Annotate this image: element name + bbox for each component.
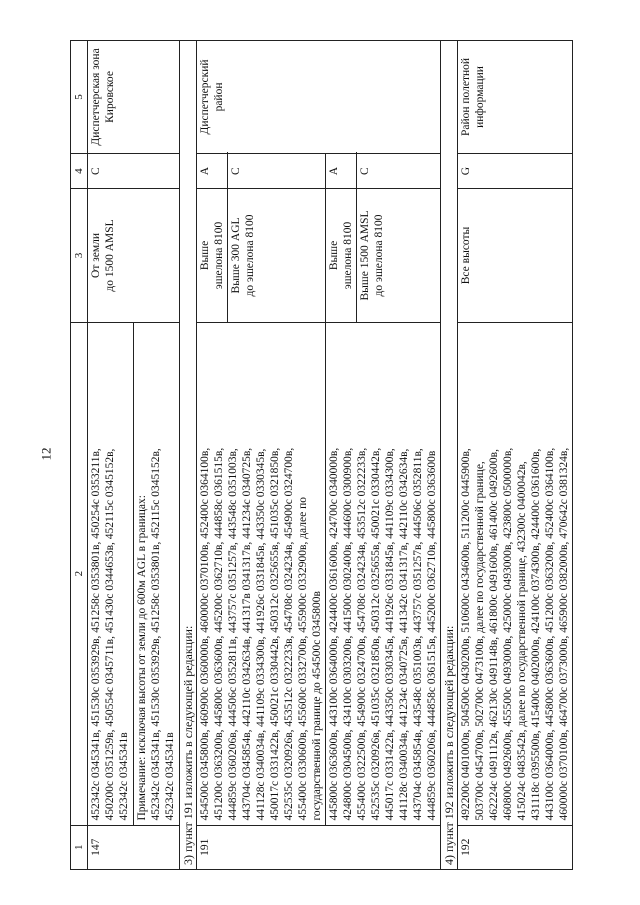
coord-line: 444859с 0360206в, 444858с 0361515в, 445200с 0362710в, 445800с 0363600в bbox=[426, 450, 438, 821]
section-text: 4) пункт 192 изложить в следующей редакции: bbox=[441, 41, 458, 870]
coord-line: 443100с 0364000в, 445800с 0363600в, 451200с 0363200в, 452400с 0364100в, bbox=[544, 447, 556, 821]
row-number: 191 bbox=[197, 825, 441, 869]
coord-line: 492200с 0401000в, 504500с 0430200в, 510600с 0434600в, 511200с 0445900в, bbox=[460, 448, 472, 821]
coord-line: 503700с 0454700в, 502700с 0473100в, далее по государственной границе, bbox=[474, 461, 486, 821]
zone-line: Район полетной bbox=[460, 57, 472, 137]
class-upper: A bbox=[199, 166, 211, 176]
note-line: Примечание: исключая высоты от земли до 600м AGL в границах: bbox=[136, 495, 148, 821]
section-heading-191 bbox=[180, 41, 197, 870]
coord-line: 452535с 0320926в, 453512с 0322233в, 454708с 0324234в, 454900с 0324700в, bbox=[283, 447, 295, 821]
class-cell bbox=[197, 153, 326, 188]
zone-line: информации bbox=[474, 66, 486, 128]
coord-line: 443704с 0345854в, 443548с 0351003в, 443757с 0351257в, 444506с 0352811в, bbox=[412, 448, 424, 821]
zone-cell: Диспетчерский район bbox=[197, 41, 441, 154]
height-sub-upper bbox=[197, 189, 227, 321]
coord-line: 452535с 0320926в, 451035с 0321850в, 450312с 0325655в, 450021с 0330442в, bbox=[370, 447, 382, 821]
height-cell bbox=[88, 189, 180, 322]
class-upper: A bbox=[328, 166, 340, 176]
class-cell bbox=[326, 153, 441, 188]
note-line: 452342с 0345341в, 451530с 0353929в, 451258с 0353801в, 452115с 0345152в, bbox=[150, 448, 162, 821]
zone-cell bbox=[458, 41, 573, 154]
height-line: до эшелона 8100 bbox=[373, 214, 385, 297]
row-number: 147 bbox=[88, 825, 180, 869]
col-header-1: 1 bbox=[71, 825, 88, 869]
height-cell bbox=[197, 189, 326, 322]
table-row-191b bbox=[326, 41, 441, 870]
coord-line: 460800с 0492600в, 455500с 0493000в, 425000с 0493000в, 423800с 0500000в, bbox=[502, 447, 514, 821]
coord-line: 455400с 0330600в, 455600с 0332700в, 455900с 0332900в, далее по bbox=[297, 497, 309, 821]
height-sub-lower bbox=[356, 189, 387, 321]
col-header-5: 5 bbox=[71, 41, 88, 154]
height-sub-upper bbox=[326, 189, 356, 321]
note-line: 452342с 0345341в bbox=[164, 732, 176, 821]
coord-line: государственной границе до 454500с 0345800в bbox=[311, 591, 323, 821]
page-number: 12 bbox=[38, 447, 54, 461]
col-header-2: 2 bbox=[71, 322, 88, 825]
coord-line: 454500с 0345800в, 460900с 0360000в, 460000с 0370100в, 452400с 0364100в, bbox=[199, 447, 211, 821]
class-cell: C bbox=[88, 153, 180, 188]
col-header-4: 4 bbox=[71, 153, 88, 188]
height-sub-lower bbox=[227, 189, 258, 321]
height-line: до эшелона 8100 bbox=[244, 214, 256, 297]
coordinates-cell bbox=[197, 322, 326, 825]
class-lower: C bbox=[356, 152, 373, 190]
coordinates-cell bbox=[326, 322, 441, 825]
coord-line: 431118с 0395500в, 415400с 0402000в, 424100с 0374300в, 424400с 0361600в, bbox=[530, 448, 542, 821]
coord-line: 415024с 0483542в, далее по государственной границе, 432300с 0400042в, bbox=[516, 461, 528, 821]
table-row-192 bbox=[458, 41, 573, 870]
coordinates-cell bbox=[458, 322, 573, 825]
table-row-147 bbox=[88, 41, 180, 870]
airspace-table bbox=[70, 40, 573, 870]
zone-cell bbox=[88, 41, 180, 154]
coord-line: 452342с 0345341в bbox=[118, 732, 130, 821]
height-cell bbox=[326, 189, 441, 322]
height-line: Выше bbox=[199, 240, 211, 271]
coord-line: 462224с 0491112в, 462130с 0491148в, 461800с 0491600в, 461400с 0492600в, bbox=[488, 449, 500, 821]
height-line: Выше 1500 AMSL bbox=[359, 210, 371, 301]
height-line: Выше 300 AGL bbox=[230, 217, 242, 294]
coord-line: 441128с 0340034в, 441234с 0340725в, 441342с 0341317в, 442110с 0342634в, bbox=[398, 448, 410, 821]
coord-line: 460000с 0370100в, 464700с 0373000в, 465900с 0382000в, 470642с 0381324в, bbox=[558, 447, 570, 821]
coord-line: 455400с 0322500в, 454900с 0324700в, 454708с 0324234в, 453512с 0322233в, bbox=[356, 447, 368, 821]
coord-line: 452342с 0345341в, 451530с 0353929в, 451258с 0353801в, 450254с 0353211в, bbox=[90, 448, 102, 821]
height-cell: Все высоты bbox=[458, 189, 573, 322]
coord-line: 424800с 0304500в, 434100с 0303200в, 441500с 0302400в, 444600с 0300900в, bbox=[342, 447, 354, 821]
coord-line: 451200с 0363200в, 445800с 0363600в, 445200с 0362710в, 444858с 0361515в, bbox=[213, 447, 225, 821]
document-sheet bbox=[70, 40, 630, 870]
coord-line: 450017с 0331422в, 450021с 0330442в, 450312с 0325655в, 451035с 0321850в, bbox=[269, 447, 281, 821]
coord-line: 444859с 0360206в, 444506с 0352811в, 443757с 0351257в, 443548с 0351003в, bbox=[227, 448, 239, 821]
col-header-3: 3 bbox=[71, 189, 88, 322]
height-line: до 1500 AMSL bbox=[104, 219, 116, 292]
height-line: Выше bbox=[328, 240, 340, 271]
coord-line: 450200с 0351259в, 450554с 0345711в, 451430с 0344653в, 452115с 0345152в, bbox=[104, 448, 116, 821]
class-cell: G bbox=[458, 153, 573, 188]
section-heading-192 bbox=[441, 41, 458, 870]
coord-line: 441128с 0340034в, 441109с 0334300в, 441926с 0331845в, 443350с 0330345в, bbox=[255, 448, 267, 821]
coordinates-cell bbox=[88, 322, 180, 825]
coord-line: 443704с 0345854в, 442110с 0342634в, 441317в 0341317в, 441234с 0340725в, bbox=[241, 447, 253, 821]
coord-line: 445017с 0331422в, 443350с 0330345в, 441926с 0331845в, 441109с 0334300в, bbox=[384, 448, 396, 821]
height-line: эшелона 8100 bbox=[213, 221, 225, 290]
zone-line: Кировское bbox=[104, 71, 116, 123]
zone-line: Диспетчерская зона bbox=[90, 48, 102, 146]
header-row bbox=[71, 41, 88, 870]
table-row-191a bbox=[197, 41, 326, 870]
section-text: 3) пункт 191 изложить в следующей редакции: bbox=[180, 41, 197, 870]
class-lower: C bbox=[227, 152, 244, 190]
note-block bbox=[133, 323, 178, 825]
coord-line: 445800с 0363600в, 443100с 0364000в, 424400с 0361600в, 424700с 0340000в, bbox=[328, 447, 340, 821]
height-line: От земли bbox=[90, 232, 102, 278]
row-number: 192 bbox=[458, 825, 573, 869]
height-line: эшелона 8100 bbox=[342, 221, 354, 290]
